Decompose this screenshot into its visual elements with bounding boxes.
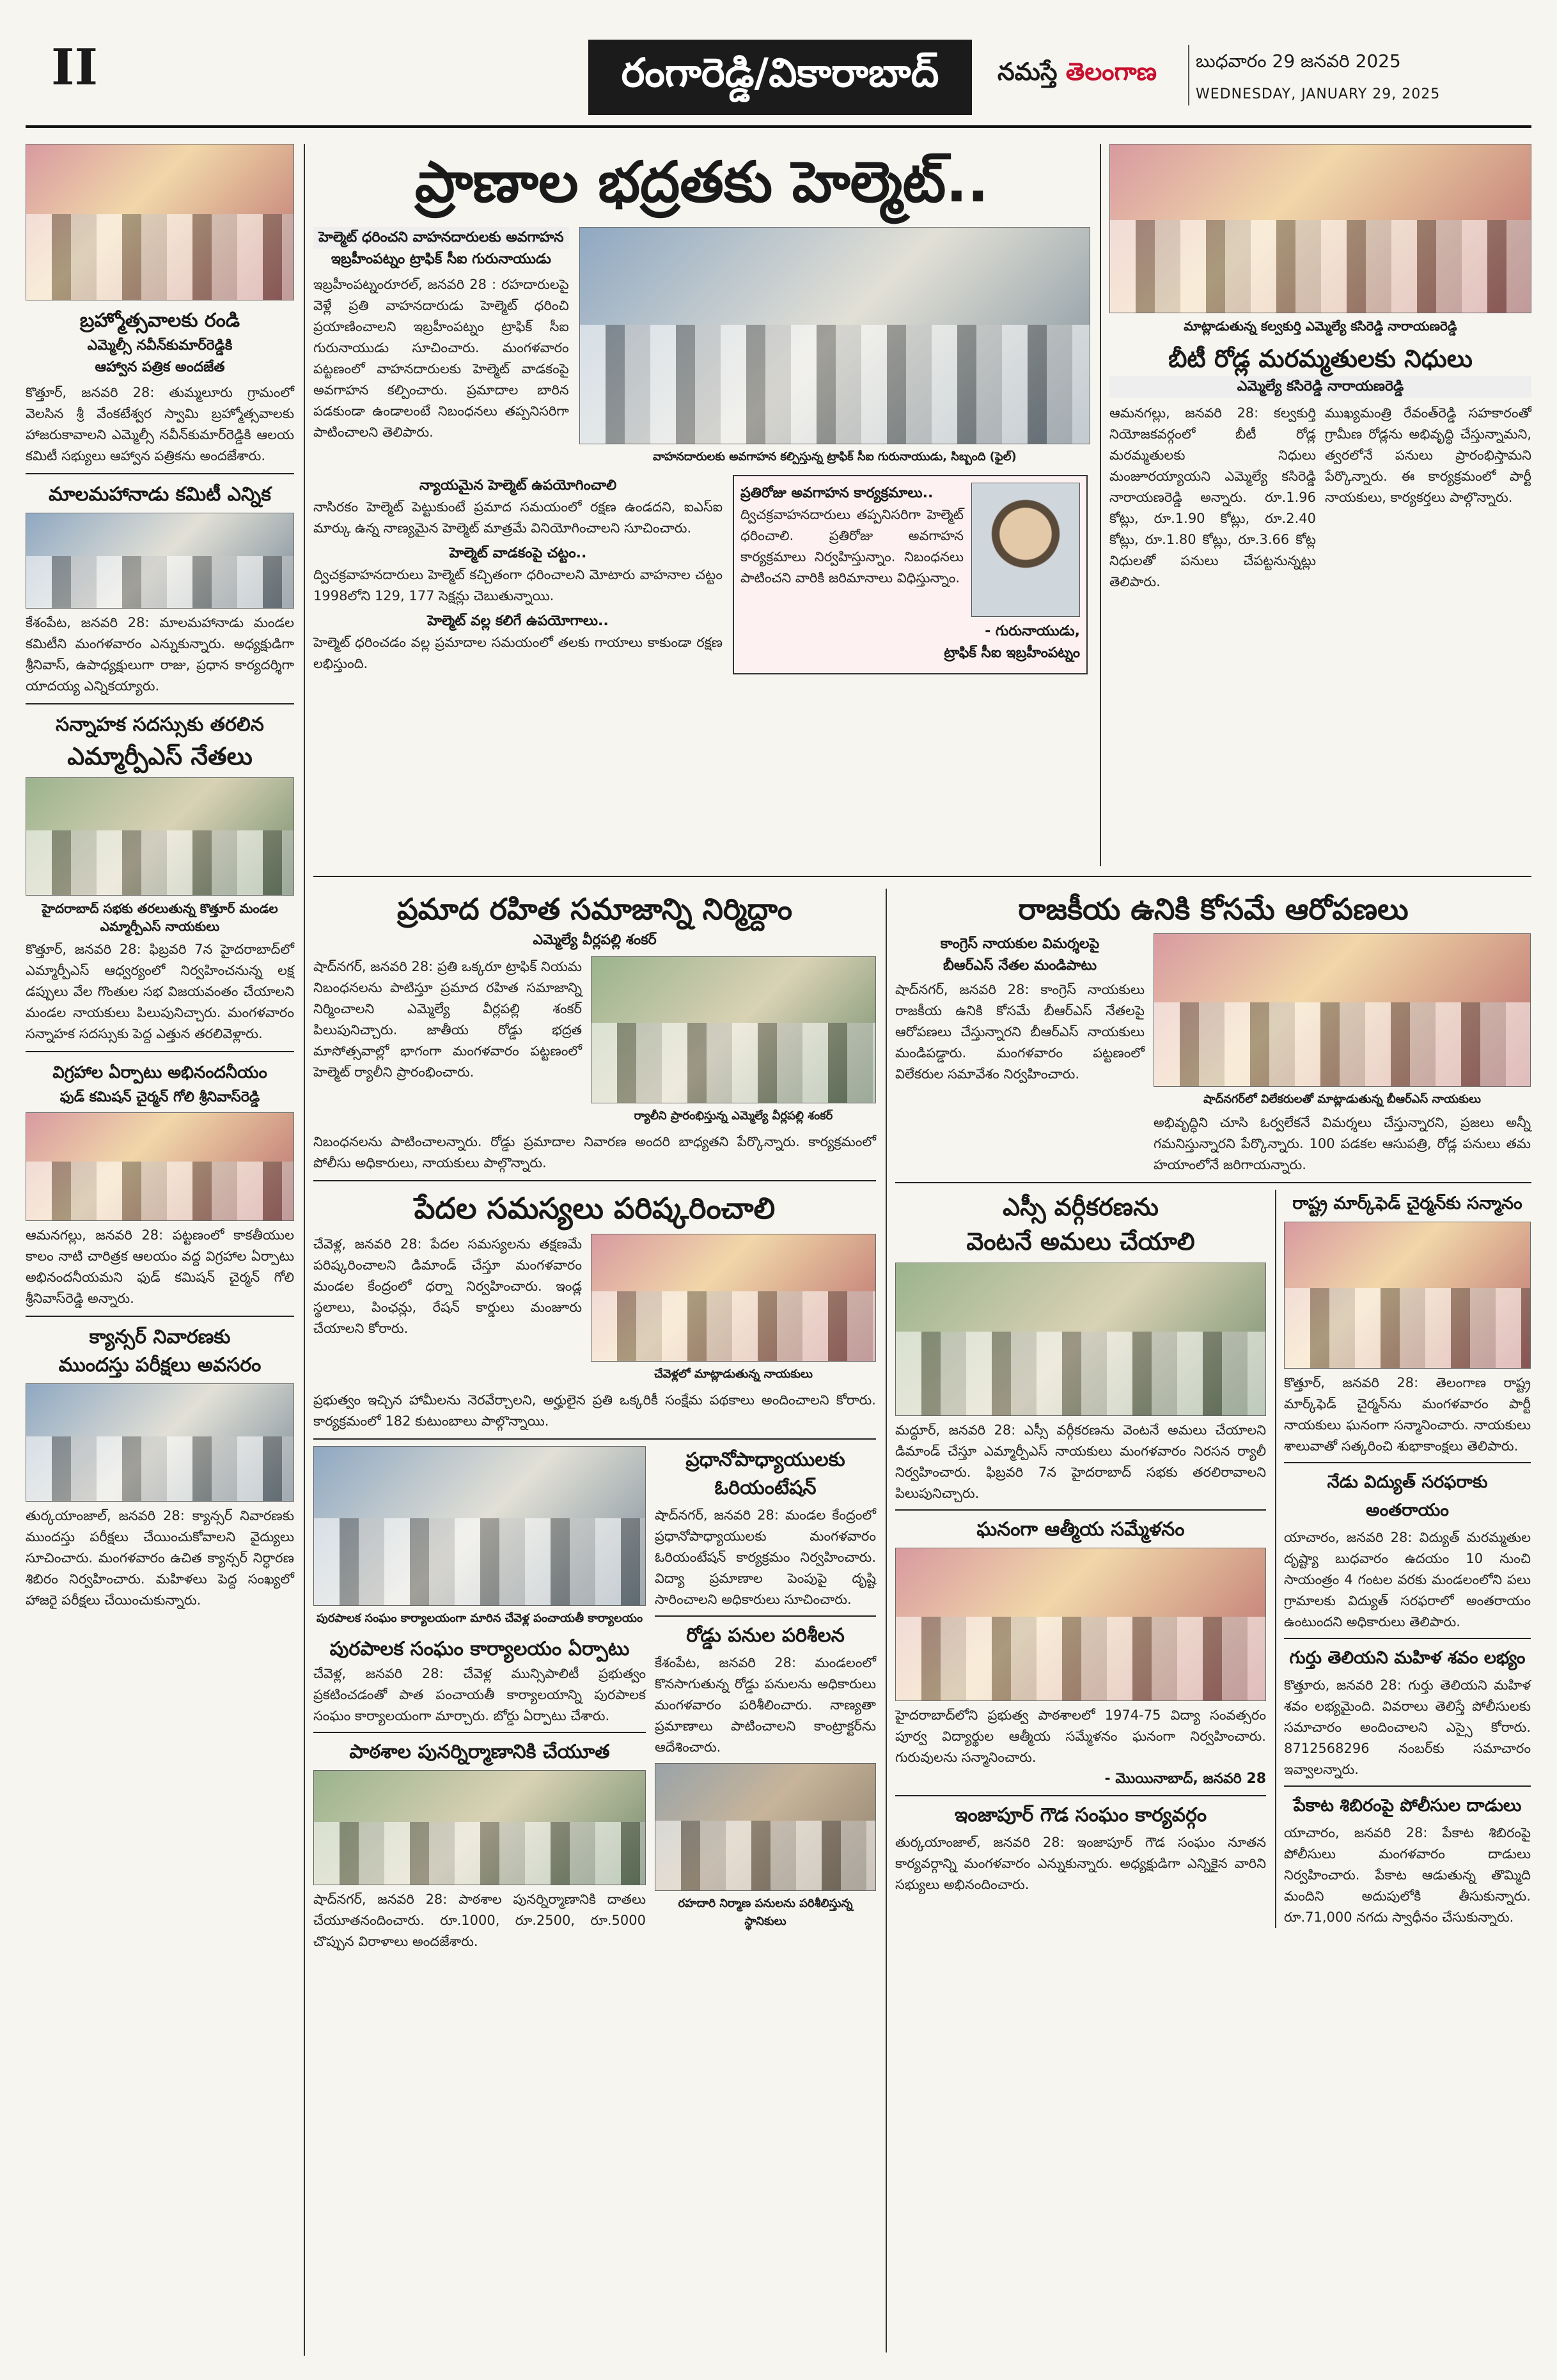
- quote-box: [733, 475, 1088, 674]
- lead-body: ఇబ్రహీంపట్నంరూరల్, జనవరి 28 : రహదారులపై వెళ్లే ప్రతి వాహనదారుడు హెల్మెట్ ధరించి ప్రయాణించాలని ఇబ్రహీంపట్నం ట్రాఫిక్ సీఐ గురునాయుడు సూచించారు. మంగళవారం పట్టణంలో వాహనదారులకు హెల్మెట్ వాడకంపై అవగాహన కల్పించారు. ప్రమాదాల బారిన పడకుండా ఉండాలంటే నిబంధనలు తప్పనిసరిగా పాటించాలని తెలిపారు.: [313, 277, 569, 440]
- subhead: ఎమ్మెల్సీ నవీన్‌కుమార్‌రెడ్డికి: [87, 338, 233, 354]
- subhead: కాంగ్రెస్ నాయకుల విమర్శలపై: [940, 936, 1100, 952]
- headline-orientation: ప్రధానోపాధ్యాయులకు ఓరియంటేషన్: [685, 1449, 845, 1499]
- newspaper-name-part1: నమస్తే: [998, 58, 1066, 86]
- headline-poor-problems: పేదల సమస్యలు పరిష్కరించాలి: [414, 1191, 776, 1225]
- photo-caption: మాట్లాడుతున్న కల్వకుర్తి ఎమ్మెల్యే కసిరెడ్డి నారాయణరెడ్డి: [1184, 318, 1457, 334]
- article-body: కేశంపేట, జనవరి 28: మండలంలో కొనసాగుతున్న రోడ్డు పనులను అధికారులు మంగళవారం పరిశీలించారు. నాణ్యతా ప్రమాణాలు పాటించాలని కాంట్రాక్టర్‌ను ఆదేశించారు.: [655, 1655, 876, 1755]
- article-body: చేవెళ్ల, జనవరి 28: చేవెళ్ల మున్సిపాలిటీ ప్రభుత్వం ప్రకటించడంతో పాత పంచాయతీ కార్యాలయాన్ని పురపాలక సంఘం కార్యాలయంగా మార్చారు. బోర్డు ఏర్పాటు చేశారు.: [313, 1666, 646, 1723]
- article-body: కేశంపేట, జనవరి 28: మాలమహానాడు మండల కమిటీని మంగళవారం ఎన్నుకున్నారు. అధ్యక్షుడిగా శ్రీనివాస్, ఉపాధ్యక్షులుగా రాజు, ప్రధాన కార్యదర్శిగా యాదయ్య ఎన్నికయ్యారు.: [26, 615, 294, 694]
- headline-power-outage: నేడు విద్యుత్ సరఫరాకు అంతరాయం: [1327, 1472, 1488, 1520]
- divider: [1284, 1638, 1531, 1639]
- headline-unidentified-body: గుర్తు తెలియని మహిళ శవం లభ్యం: [1289, 1648, 1526, 1668]
- lead-subhead: హెల్మెట్ వాడకంపై చట్టం..: [449, 545, 587, 561]
- article-body: యాచారం, జనవరి 28: విద్యుత్ మరమ్మతుల దృష్ట్యా బుధవారం ఉదయం 10 నుంచి సాయంత్రం 4 గంటల వరకు మండలంలోని పలు గ్రామాలకు విద్యుత్ సరఫరాలో అంతరాయం ఉంటుందని అధికారులు తెలిపారు.: [1284, 1530, 1531, 1629]
- article-photo: [313, 1446, 646, 1606]
- headline-reunion: ఘనంగా ఆత్మీయ సమ్మేళనం: [976, 1518, 1185, 1541]
- article-photo: [895, 1548, 1266, 1701]
- divider: [26, 473, 294, 474]
- subhead: ఫుడ్ కమిషన్ చైర్మన్ గోలి శ్రీనివాస్‌రెడ్డి: [59, 1089, 260, 1105]
- headline-brahmotsavalu: బ్రహ్మోత్సవాలకు రండి: [79, 309, 240, 332]
- photo-caption: పురపాలక సంఘం కార్యాలయంగా మారిన చేవెళ్ల పంచాయతీ కార్యాలయం: [316, 1612, 643, 1625]
- lead-body: హెల్మెట్ ధరించడం వల్ల ప్రమాదాల సమయంలో తలకు గాయాలు కాకుండా రక్షణ లభిస్తుంది.: [313, 635, 723, 671]
- divider: [655, 1615, 876, 1617]
- article-body: తుర్కయాంజాల్, జనవరి 28: ఇంజాపూర్ గౌడ సంఘం నూతన కార్యవర్గాన్ని మంగళవారం ఎన్నుకున్నారు. అధ్యక్షుడిగా ఎన్నికైన వారిని సభ్యులు అభినందించారు.: [895, 1835, 1266, 1892]
- lead-kicker: ఇబ్రహీంపట్నం ట్రాఫిక్ సీఐ గురునాయుడు: [331, 251, 551, 267]
- subhead: బీఆర్ఎస్ నేతల మండిపాటు: [943, 958, 1097, 974]
- divider: [313, 1180, 876, 1181]
- dateline: - మొయినాబాద్, జనవరి 28: [1104, 1771, 1266, 1787]
- article-body: షాద్‌నగర్, జనవరి 28: మండల కేంద్రంలో ప్రధానోపాధ్యాయులకు మంగళవారం ఓరియంటేషన్ కార్యక్రమం నిర్వహించారు. విద్యా ప్రమాణాల పెంపుపై దృష్టి సారించాలని అధికారులు సూచించారు.: [655, 1507, 876, 1607]
- article-body: యాచారం, జనవరి 28: పేకాట శిబిరంపై పోలీసులు మంగళవారం దాడులు నిర్వహించారు. పేకాట ఆడుతున్న తొమ్మిది మందిని అదుపులోకి తీసుకున్నారు. రూ.71,000 నగదు స్వాధీనం చేసుకున్నారు.: [1284, 1825, 1531, 1925]
- date-telugu: బుధవారం 29 జనవరి 2025: [1196, 51, 1401, 72]
- quote-signature: ట్రాఫిక్ సీఐ ఇబ్రహీంపట్నం: [944, 645, 1080, 661]
- headline-gambling-raid: పేకాట శిబిరంపై పోలీసుల దాడులు: [1293, 1796, 1522, 1816]
- right-top: [1109, 144, 1531, 593]
- headline-accident-free: ప్రమాద రహిత సమాజాన్ని నిర్మిద్దాం: [396, 892, 793, 926]
- lead-story: [313, 144, 1090, 674]
- divider: [313, 1732, 646, 1733]
- headline-markfed-felicitation: రాష్ట్ర మార్క్‌ఫెడ్ చైర్మన్‌కు సన్మానం: [1292, 1194, 1522, 1213]
- article-photo: [895, 1263, 1266, 1416]
- quote-box-title: ప్రతిరోజు అవగాహన కార్యక్రమాలు..: [740, 485, 934, 501]
- article-body: కొత్తూర్, జనవరి 28: తుమ్మలూరు గ్రామంలో వెలసిన శ్రీ వేంకటేశ్వర స్వామి బ్రహ్మోత్సవాలకు హాజరుకావాలని ఎమ్మెల్సీ నవీన్‌కుమార్‌రెడ్డికి ఆలయ కమిటీ సభ్యులు ఆహ్వాన పత్రికను అందజేశారు.: [26, 385, 294, 463]
- divider: [313, 1438, 876, 1440]
- left-column: [26, 144, 294, 1611]
- headline-sc-classification-line2: వెంటనే అమలు చేయాలి: [966, 1227, 1195, 1256]
- divider: [895, 1509, 1266, 1511]
- article-body: చేవెళ్ల, జనవరి 28: పేదల సమస్యలను తక్షణమే పరిష్కరించాలని డిమాండ్ చేస్తూ మంగళవారం మండల కేంద్రంలో ధర్నా నిర్వహించారు. ఇండ్ల స్థలాలు, పింఛన్లు, రేషన్ కార్డులు మంజూరు చేయాలని కోరారు.: [313, 1236, 582, 1336]
- right-bottom: [1275, 1190, 1531, 1928]
- article-photo: [655, 1763, 876, 1891]
- headline-municipal-office: పురపాలక సంఘం కార్యాలయం ఏర్పాటు: [329, 1638, 630, 1660]
- headline-bt-roads: బీటీ రోడ్ల మరమ్మతులకు నిధులు: [1168, 345, 1473, 373]
- quote-signature: - గురునాయుడు,: [985, 623, 1080, 639]
- page-number: II: [51, 38, 98, 97]
- divider: [1284, 1462, 1531, 1463]
- mid-right: [895, 889, 1531, 1928]
- date-english: WEDNESDAY, JANUARY 29, 2025: [1196, 86, 1441, 102]
- mid-left: [313, 889, 876, 1952]
- date-block: [1196, 45, 1528, 111]
- article-body: నిబంధనలను పాటించాలన్నారు. రోడ్డు ప్రమాదాల నివారణ అందరి బాధ్యతని పేర్కొన్నారు. కార్యక్రమంలో పోలీసు అధికారులు, నాయకులు పాల్గొన్నారు.: [313, 1134, 876, 1171]
- article-body: ఆమనగల్లు, జనవరి 28: పట్టణంలో కాకతీయుల కాలం నాటి చారిత్రక ఆలయం వద్ద విగ్రహాల ఏర్పాటు అభినందనీయమని ఫుడ్ కమిషన్ చైర్మన్ గోలి శ్రీనివాస్‌రెడ్డి అన్నారు.: [26, 1227, 294, 1306]
- headline-cancer-line2: ముందస్తు పరీక్షలు అవసరం: [58, 1354, 262, 1376]
- divider: [895, 1795, 1266, 1796]
- officer-photo: [971, 483, 1080, 617]
- article-photo: [26, 1112, 294, 1221]
- headline-road-inspection: రోడ్డు పనుల పరిశీలన: [686, 1624, 845, 1647]
- photo-caption: షాద్‌నగర్‌లో విలేకరులతో మాట్లాడుతున్న బీఆర్ఎస్ నాయకులు: [1203, 1093, 1481, 1106]
- article-photo: [26, 777, 294, 896]
- article-body: ఆమనగల్లు, జనవరి 28: కల్వకుర్తి నియోజకవర్గంలో బీటీ రోడ్ల మరమ్మతులకు నిధులు మంజూరయ్యాయని ఎమ్మెల్యే కసిరెడ్డి నారాయణరెడ్డి అన్నారు. రూ.1.96 కోట్లు, రూ.1.90 కోట్లు, రూ.2.40 కోట్లు, రూ.1.80 కోట్లు, రూ.3.66 కోట్ల నిధులతో పనులు చేపట్టనున్నట్లు తెలిపారు.: [1109, 405, 1316, 589]
- lead-body: ద్విచక్రవాహనదారులు హెల్మెట్ కచ్చితంగా ధరించాలని మోటారు వాహనాల చట్టం 1998లోని 129, 177 సెక్షన్లు చెబుతున్నాయి.: [313, 567, 723, 603]
- lead-headline: ప్రాణాల భద్రతకు హెల్మెట్..: [414, 149, 989, 215]
- article-body: కొత్తూరు, జనవరి 28: గుర్తు తెలియని మహిళ శవం లభ్యమైంది. వివరాలు తెలిస్తే పోలీసులకు సమాచారం అందించాలని ఎస్సై కోరారు. 8712568296 నంబర్‌కు సమాచారం ఇవ్వాలన్నారు.: [1284, 1677, 1531, 1777]
- article-body: హైదరాబాద్‌లోని ప్రభుత్వ పాఠశాలలో 1974-75 విద్యా సంవత్సరం పూర్వ విద్యార్థుల ఆత్మీయ సమ్మేళనం ఘనంగా నిర్వహించారు. గురువులను సన్మానించారు.: [895, 1707, 1266, 1765]
- divider: [895, 1182, 1531, 1183]
- headline-political-allegations: రాజకీయ ఉనికి కోసమే ఆరోపణలు: [1018, 892, 1409, 926]
- article-photo: [26, 1383, 294, 1502]
- subhead: ఎమ్మెల్యే వీర్లపల్లి శంకర్: [533, 932, 657, 948]
- lead-photo: [579, 227, 1090, 444]
- article-body: అభివృద్ధిని చూసి ఓర్వలేకనే విమర్శలు చేస్తున్నారని, ప్రజలు అన్నీ గమనిస్తున్నారని పేర్కొన్నారు. 100 పడకల ఆసుపత్రి, రోడ్ల పనులు తమ హయాంలోనే జరిగాయన్నారు.: [1154, 1115, 1531, 1172]
- article-body: ముఖ్యమంత్రి రేవంత్‌రెడ్డి సహకారంతో గ్రామీణ రోడ్లను అభివృద్ధి చేస్తున్నామని, త్వరలోనే పనులు ప్రారంభిస్తామని పేర్కొన్నారు. ఈ కార్యక్రమంలో పార్టీ నాయకులు, కార్యకర్తలు పాల్గొన్నారు.: [1325, 405, 1531, 505]
- photo-caption: హైదరాబాద్ సభకు తరలుతున్న కొత్తూర్ మండల ఎమ్మార్పీఎస్ నాయకులు: [42, 901, 278, 934]
- article-photo: [1109, 144, 1531, 313]
- column-rule: [304, 144, 305, 2356]
- subhead: ఎమ్మెల్యే కసిరెడ్డి నారాయణరెడ్డి: [1109, 376, 1531, 398]
- newspaper-name-part2: తెలంగాణ: [1065, 58, 1157, 86]
- masthead-divider: [1188, 45, 1189, 105]
- photo-caption: వాహనదారులకు అవగాహన కల్పిస్తున్న ట్రాఫిక్ సీఐ గురునాయుడు, సిబ్బంది (ఫైల్): [652, 450, 1017, 463]
- divider: [26, 703, 294, 704]
- article-body: షాద్‌నగర్, జనవరి 28: కాంగ్రెస్ నాయకులు రాజకీయ ఉనికి కోసమే బీఆర్ఎస్ నేతలపై ఆరోపణలు చేస్తున్నారని బీఆర్ఎస్ నాయకులు మండిపడ్డారు. మంగళవారం పట్టణంలో విలేకరుల సమావేశం నిర్వహించారు.: [895, 982, 1145, 1082]
- headline-cancer-line1: క్యాన్సర్ నివారణకు: [89, 1326, 231, 1348]
- headline-mrps-line2: ఎమ్మార్పీఎస్ నేతలు: [67, 742, 253, 770]
- column-rule: [1100, 144, 1101, 866]
- section-title: రంగారెడ్డి/వికారాబాద్: [588, 40, 972, 115]
- headline-gouda-sangham: ఇంజాపూర్ గౌడ సంఘం కార్యవర్గం: [954, 1804, 1207, 1826]
- headline-sc-classification-line1: ఎస్సీ వర్గీకరణను: [1003, 1193, 1159, 1221]
- subhead: ఆహ్వాన పత్రిక అందజేత: [95, 359, 225, 375]
- quote-box-body: ద్విచక్రవాహనదారులు తప్పనిసరిగా హెల్మెట్ ధరించాలి. ప్రతిరోజు అవగాహన కార్యక్రమాలు నిర్వహిస్తున్నాం. నిబంధనలు పాటించని వారికి జరిమానాలు విధిస్తున్నాం.: [740, 507, 964, 586]
- lead-kicker: హెల్మెట్ ధరించని వాహనదారులకు అవగాహన: [313, 227, 569, 249]
- column-rule: [886, 889, 887, 2353]
- lead-subhead: న్యాయమైన హెల్మెట్ ఉపయోగించాలి: [419, 478, 617, 494]
- article-photo: [1284, 1222, 1531, 1369]
- divider: [1284, 1785, 1531, 1787]
- article-photo: [26, 144, 294, 300]
- article-body: తుర్కయాంజాల్, జనవరి 28: క్యాన్సర్ నివారణకు ముందస్తు పరీక్షలు చేయించుకోవాలని వైద్యులు సూచించారు. మంగళవారం ఉచిత క్యాన్సర్ నిర్ధారణ శిబిరం నిర్వహించారు. మహిళలు పెద్ద సంఖ్యలో హాజరై పరీక్షలు చేయించుకున్నారు.: [26, 1508, 294, 1608]
- headline-mrps-line1: సన్నాహక సదస్సుకు తరలిన: [56, 713, 264, 736]
- newspaper-name: [998, 58, 1157, 92]
- lead-subhead: హెల్మెట్ వల్ల కలిగే ఉపయోగాలు..: [427, 613, 609, 629]
- lead-body: నాసిరకం హెల్మెట్ పెట్టుకుంటే ప్రమాద సమయంలో రక్షణ ఉండదని, ఐఎస్ఐ మార్కు ఉన్న నాణ్యమైన హెల్మెట్ మాత్రమే వినియోగించాలని సూచించారు.: [313, 499, 723, 536]
- article-photo: [591, 956, 876, 1103]
- headline-statues: విగ్రహాల ఏర్పాటు అభినందనీయం: [52, 1063, 267, 1082]
- article-body: మద్దూర్, జనవరి 28: ఎస్సీ వర్గీకరణను వెంటనే అమలు చేయాలని డిమాండ్ చేస్తూ ఎమ్మార్పీఎస్ నాయకులు మంగళవారం నిరసన ర్యాలీ నిర్వహించారు. ఫిబ్రవరి 7న హైదరాబాద్ సభకు తరలిరావాలని పిలుపునిచ్చారు.: [895, 1422, 1266, 1501]
- divider: [26, 1316, 294, 1317]
- headline-school-rebuild: పాఠశాల పునర్నిర్మాణానికి చేయూత: [349, 1741, 610, 1763]
- headline-malamahanadu: మాలమహానాడు కమిటీ ఎన్నిక: [49, 483, 271, 506]
- masthead: [26, 26, 1531, 128]
- article-body: కొత్తూర్, జనవరి 28: ఫిబ్రవరి 7న హైదరాబాద్‌లో ఎమ్మార్పీఎస్ ఆధ్వర్యంలో నిర్వహించనున్న లక్ష డప్పులు వేల గొంతుల సభ విజయవంతం చేయాలని మండల నాయకులు పిలుపునిచ్చారు. మంగళవారం సన్నాహక సదస్సుకు పెద్ద ఎత్తున తరలివెళ్లారు.: [26, 942, 294, 1041]
- section-divider: [313, 876, 1531, 877]
- article-photo: [26, 513, 294, 609]
- article-photo: [1154, 933, 1531, 1087]
- article-body: షాద్‌నగర్, జనవరి 28: పాఠశాల పునర్నిర్మాణానికి దాతలు చేయూతనందించారు. రూ.1000, రూ.2500, రూ.5000 చొప్పున విరాళాలు అందజేశారు.: [313, 1892, 646, 1949]
- article-body: ప్రభుత్వం ఇచ్చిన హామీలను నెరవేర్చాలని, అర్హులైన ప్రతి ఒక్కరికీ సంక్షేమ పథకాలు అందించాలని కోరారు. కార్యక్రమంలో 182 కుటుంబాలు పాల్గొన్నాయి.: [313, 1392, 876, 1429]
- article-photo: [313, 1770, 646, 1885]
- article-body: షాద్‌నగర్, జనవరి 28: ప్రతి ఒక్కరూ ట్రాఫిక్ నియమ నిబంధనలను పాటిస్తూ ప్రమాద రహిత సమాజాన్ని నిర్మించాలని ఎమ్మెల్యే వీర్లపల్లి శంకర్ పిలుపునిచ్చారు. జాతీయ రోడ్డు భద్రత మాసోత్సవాల్లో భాగంగా మంగళవారం పట్టణంలో హెల్మెట్ ర్యాలీని ప్రారంభించారు.: [313, 959, 582, 1080]
- photo-caption: రహదారి నిర్మాణ పనులను పరిశీలిస్తున్న స్థానికులు: [678, 1897, 853, 1928]
- photo-caption: ర్యాలీని ప్రారంభిస్తున్న ఎమ్మెల్యే వీర్లపల్లి శంకర్: [634, 1109, 833, 1123]
- divider: [26, 1051, 294, 1052]
- mid-center: [655, 1446, 876, 1952]
- photo-caption: చేవెళ్లలో మాట్లాడుతున్న నాయకులు: [654, 1367, 813, 1381]
- article-photo: [591, 1234, 876, 1362]
- article-body: కొత్తూర్, జనవరి 28: తెలంగాణ రాష్ట్ర మార్క్‌ఫెడ్ చైర్మన్‌ను మంగళవారం పార్టీ నాయకులు ఘనంగా సన్మానించారు. నాయకులు శాలువాతో సత్కరించి శుభాకాంక్షలు తెలిపారు.: [1284, 1375, 1531, 1454]
